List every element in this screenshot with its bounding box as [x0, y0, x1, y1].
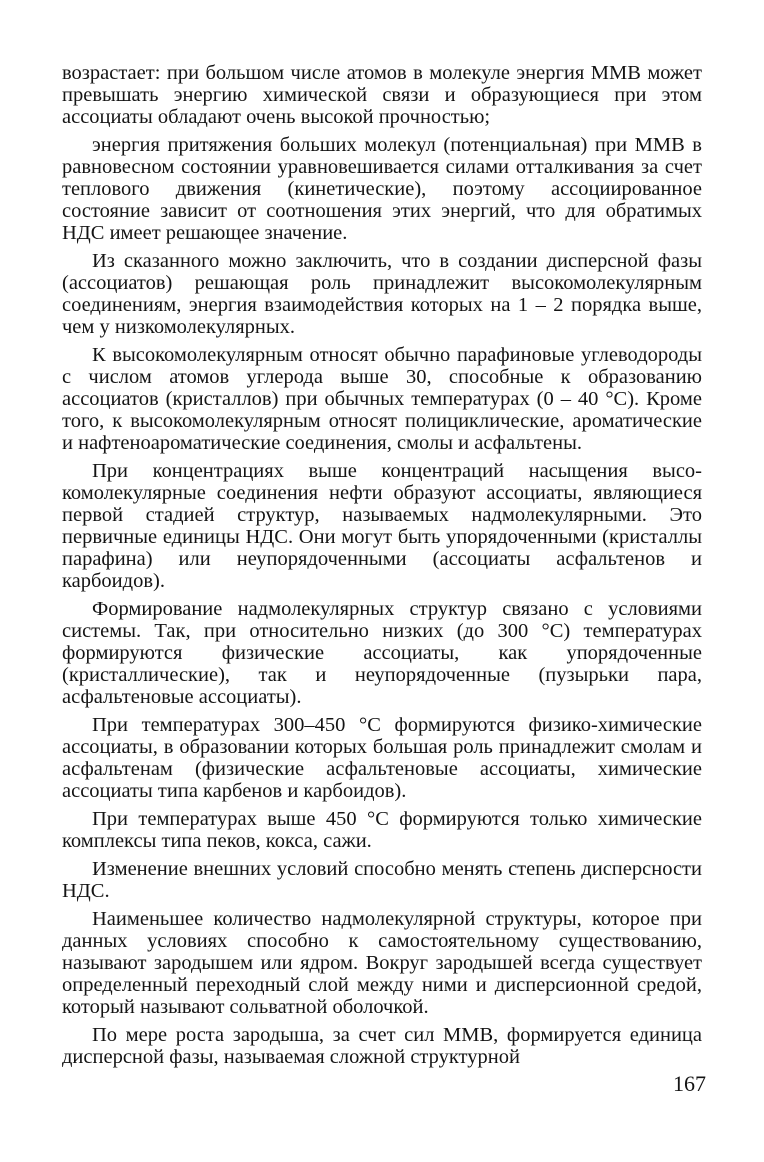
- paragraph: Изменение внешних условий способно менять степень дисперсности НДС.: [62, 858, 702, 902]
- paragraph: По мере роста зародыша, за счет сил ММВ, формируется единица дисперсной фазы, называемая сложной структурной: [62, 1024, 702, 1068]
- paragraph: Из сказанного можно заключить, что в создании дисперсной фазы (ассоциатов) решающая роль принадлежит высокомолекулярным соединениям, энергия взаимодействия которых на 1 – 2 порядка выше, чем у низкомолекулярных.: [62, 250, 702, 338]
- paragraph: Наименьшее количество надмолекулярной структуры, которое при данных условиях способно к самостоятельному существованию, называют зародышем или ядром. Вокруг зародышей всегда существует определенный переходный слой между ними и дисперсионной средой, который называют сольватной оболочкой.: [62, 908, 702, 1018]
- paragraph: Формирование надмолекулярных структур связано с условиями системы. Так, при относительно низких (до 300 °С) температурах формируются физические ассоциаты, как упорядоченные (кристаллические), так и неупорядоченные (пузырьки пара, асфальтеновые ассоциаты).: [62, 598, 702, 708]
- page-body: [62, 62, 702, 1074]
- paragraph: К высокомолекулярным относят обычно парафиновые углеводороды с числом атомов углерода выше 30, способные к образованию ассоциатов (кристаллов) при обычных температурах (0 – 40 °С). Кроме того, к высокомолекулярным относят полициклические, ароматические и нафтеноароматические соединения, смолы и асфальтены.: [62, 344, 702, 454]
- paragraph: энергия притяжения больших молекул (потенциальная) при ММВ в равновесном состоянии уравновешивается силами отталкивания за счет теплового движения (кинетические), поэтому ассоциированное состояние зависит от соотношения этих энергий, что для обратимых НДС имеет решающее значение.: [62, 134, 702, 244]
- paragraph: При температурах выше 450 °С формируются только химические комплексы типа пеков, кокса, сажи.: [62, 808, 702, 852]
- paragraph: При температурах 300–450 °С формируются физико-химические ассоциаты, в образовании которых большая роль принадлежит смолам и асфальтенам (физические асфальтеновые ассоциаты, химические ассоциаты типа карбенов и карбоидов).: [62, 714, 702, 802]
- page-number: 167: [673, 1071, 706, 1096]
- paragraph: При концентрациях выше концентраций насыщения высокомолекулярные соединения нефти образуют ассоциаты, являющиеся первой стадией структур, называемых надмолекулярными. Это первичные единицы НДС. Они могут быть упорядоченными (кристаллы парафина) или неупорядоченными (ассоциаты асфальтенов и карбоидов).: [62, 460, 702, 592]
- paragraph: возрастает: при большом числе атомов в молекуле энергия ММВ может превышать энергию химической связи и образующиеся при этом ассоциаты обладают очень высокой прочностью;: [62, 62, 702, 128]
